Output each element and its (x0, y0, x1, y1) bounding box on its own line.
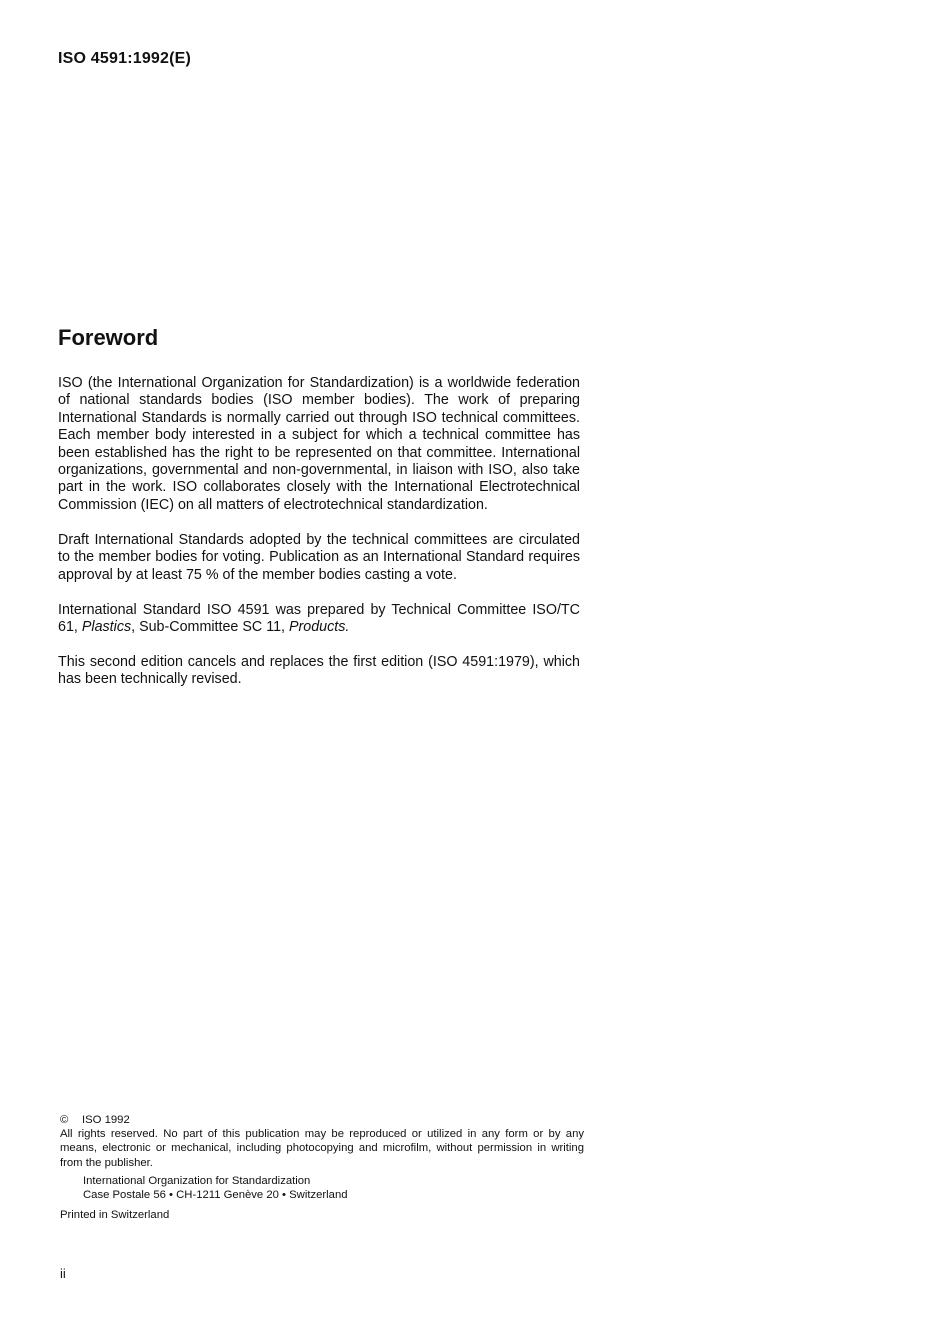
copyright-owner-year: ISO 1992 (82, 1114, 130, 1126)
copyright-block (60, 1113, 584, 1222)
foreword-paragraph-4: This second edition cancels and replaces the first edition (ISO 4591:1979), which has been technically revised. (58, 654, 580, 688)
paragraph-3-text-mid: , Sub-Committee SC 11, (131, 619, 289, 636)
page-number: ii (60, 1266, 66, 1281)
products-title: Products. (288, 619, 350, 636)
rights-statement: All rights reserved. No part of this publication may be reproduced or utilized in any form or by any means, electronic or mechanical, including photocopying and microfilm, without permission in writing from the publisher. (60, 1128, 584, 1169)
foreword-paragraph-3 (58, 602, 580, 637)
foreword-paragraph-2: Draft International Standards adopted by the technical committees are circulated to the member bodies for voting. Publication as an International Standard requires approval by at least 75 % of the member bodies casting a vote. (58, 531, 580, 583)
publisher-name: International Organization for Standardization (83, 1174, 311, 1187)
foreword-title: Foreword (58, 325, 159, 350)
plastics-title: Plastics (81, 619, 132, 636)
publisher-address (83, 1174, 584, 1202)
copyright-icon: © (60, 1114, 69, 1126)
paragraph-3-text: International Standard ISO 4591 was prepared by Technical Committee ISO/TC 61, (58, 601, 580, 636)
publisher-postal: Case Postale 56 • CH-1211 Genève 20 • Switzerland (83, 1189, 348, 1202)
foreword-paragraph-1: ISO (the International Organization for Standardization) is a worldwide federation of national standards bodies (ISO member bodies). The work of preparing International Standards is normally carried out through ISO technical committees. Each member body interested in a subject for which a technical committee has been established has the right to be represented on that committee. International organizations, governmental and non-governmental, in liaison with ISO, also take part in the work. ISO collaborates closely with the International Electrotechnical Commission (IEC) on all matters of electrotechnical standardization. (58, 375, 580, 513)
foreword-body (58, 375, 580, 689)
document-id: ISO 4591:1992(E) (58, 50, 192, 67)
printed-in: Printed in Switzerland (60, 1209, 170, 1222)
copyright-line (60, 1113, 584, 1127)
